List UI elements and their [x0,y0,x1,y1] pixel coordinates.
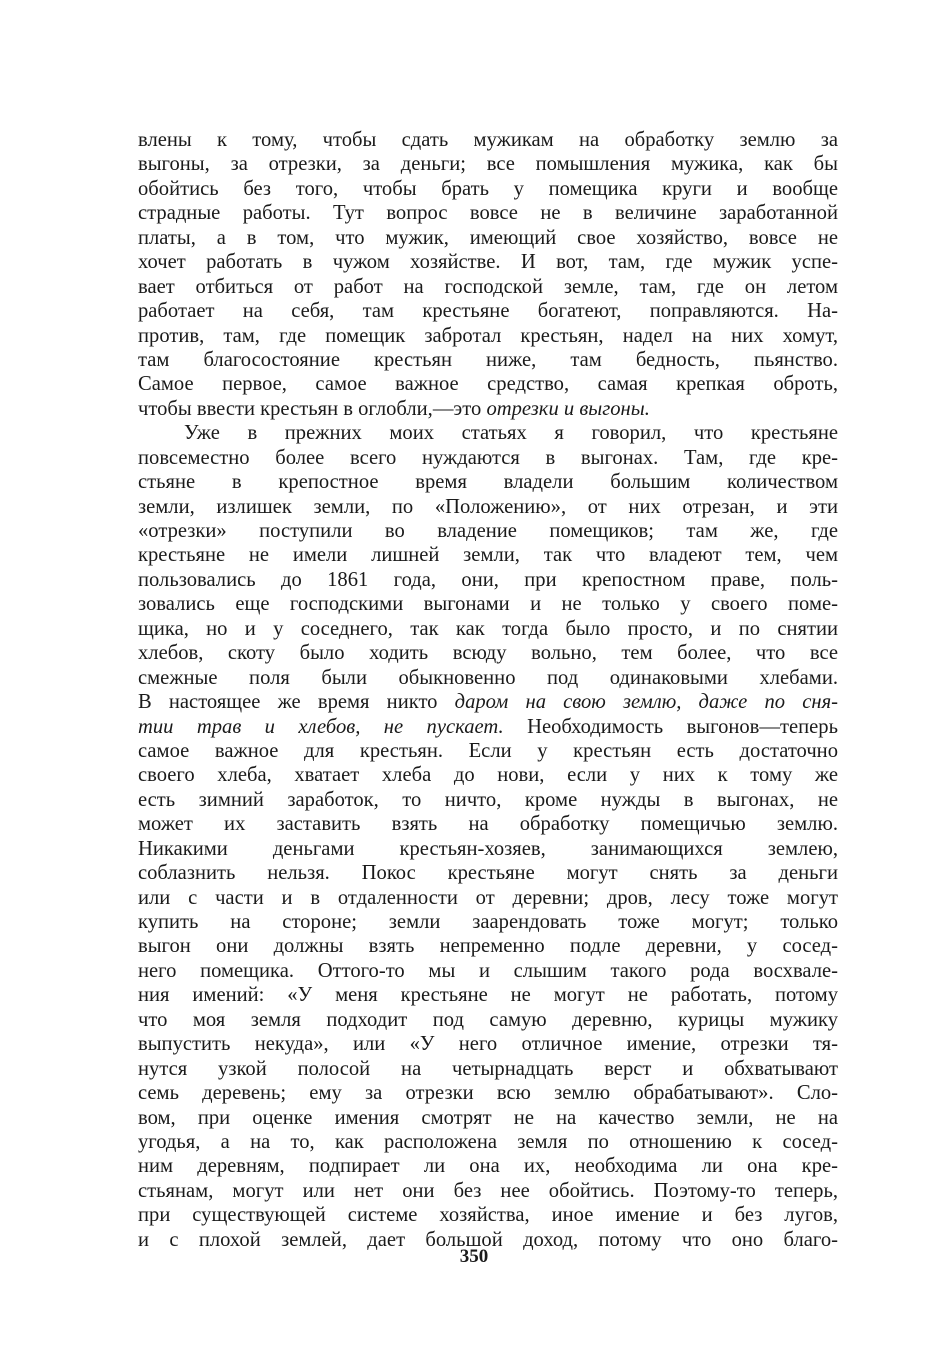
text-run: пользовались до 1861 года, они, при крепостном праве, поль- [138,568,838,591]
text-line [138,1130,838,1154]
text-line [138,837,838,861]
text-line [138,739,838,763]
text-line [138,446,838,470]
text-run: вом, при оценке имения смотрят не на качество земли, не на [138,1106,838,1129]
text-line [138,983,838,1007]
text-run: своего хлеба, хватает хлеба до нови, если у них к тому же [138,764,838,787]
text-run: щика, но и у соседнего, так как тогда было просто, и по снятии [138,617,838,640]
body-text [138,128,838,1252]
paragraph [138,128,838,421]
text-line [138,886,838,910]
text-run: нутся узкой полосой на четырнадцать верст и обхватывают [138,1057,838,1080]
text-line [138,934,838,958]
text-run: купить на стороне; земли заарендовать тоже могут; только [138,911,838,933]
text-run: самое важное для крестьян. Если у крестьян есть достаточно [138,739,838,762]
text-run: или с части и в отдаленности от деревни; дров, лесу тоже могут [138,886,838,909]
text-line [138,959,838,983]
text-line [138,543,838,567]
text-run: ния имений: «У меня крестьяне не могут не работать, потому [138,984,838,1007]
text-line [138,641,838,665]
text-run: Никакими деньгами крестьян-хозяев, занимающихся землею, [138,837,838,860]
text-line [138,275,838,299]
text-line [138,177,838,201]
italic-text: тии трав и хлебов, не пускает. [138,715,504,738]
text-run: обойтись без того, чтобы брать у помещика круги и вообще [138,177,838,200]
text-line [138,470,838,494]
text-line [138,592,838,616]
text-run: зовались еще господскими выгонами и не только у своего поме- [138,593,838,616]
text-line [138,763,838,787]
text-line [138,152,838,176]
text-line [138,861,838,885]
text-run: «отрезки» поступили во владение помещиков; там же, где [138,520,838,542]
text-run: выпустить некуда», или «У него отличное имение, отрезки тя- [138,1033,838,1056]
text-run: работает на себя, там крестьяне богатеют, поправляются. На- [138,300,838,323]
text-line [138,1032,838,1056]
text-run: может их заставить взять на обработку помещичью землю. [138,813,838,836]
text-line [138,812,838,836]
text-run: и с плохой землей, дает большой доход, потому что оно благо- [138,1228,838,1251]
text-line [138,715,838,739]
text-line [138,910,838,934]
text-run: против, там, где помещик забротал крестьян, надел на них хомут, [138,324,838,347]
text-run: В настоящее же время никто [138,691,455,714]
text-line [138,1057,838,1081]
text-run: вает отбиться от работ на господской земле, там, где он летом [138,275,838,298]
text-line [138,226,838,250]
text-line [138,397,838,421]
text-run: Уже в прежних моих статьях я говорил, что крестьяне [184,422,838,445]
text-line [138,519,838,543]
text-line [138,201,838,225]
text-run: при существующей системе хозяйства, иное имение и без лугов, [138,1204,838,1227]
text-line [138,348,838,372]
text-run: хочет работать в чужом хозяйстве. И вот, там, где мужик успе- [138,251,838,274]
text-run: семь деревень; ему за отрезки всю землю обрабатывают». Сло- [138,1082,838,1105]
text-line [138,250,838,274]
text-run: выгон они должны взять непременно подле деревни, у сосед- [138,935,838,958]
text-run: хлебов, скоту было ходить всюду вольно, тем более, что все [138,642,838,665]
text-run: крестьяне не имели лишней земли, так что владеют тем, чем [138,544,838,567]
text-line [138,495,838,519]
text-run: выгоны, за отрезки, за деньги; все помышления мужика, как бы [138,153,838,176]
text-line [138,421,838,445]
text-line [138,372,838,396]
text-run: земли, излишек земли, по «Положению», от них отрезан, и эти [138,495,838,518]
paragraph [138,421,838,1252]
text-run: повсеместно более всего нуждаются в выгонах. Там, где кре- [138,446,838,469]
text-run: соблазнить нельзя. Покос крестьяне могут снять за деньги [138,862,838,885]
text-line [138,617,838,641]
text-line [138,128,838,152]
text-run: Самое первое, самое важное средство, самая крепкая оброть, [138,373,838,396]
text-line [138,568,838,592]
text-run: есть зимний заработок, то ничто, кроме нужды в выгонах, не [138,788,838,811]
text-line [138,1106,838,1130]
text-run: страдные работы. Тут вопрос вовсе не в величине заработанной [138,202,838,225]
text-run: стьянам, могут или нет они без нее обойтись. Поэтому-то теперь, [138,1179,838,1202]
text-line [138,324,838,348]
text-line [138,1154,838,1178]
text-run: там благосостояние крестьян ниже, там бедность, пьянство. [138,348,838,371]
text-run: угодья, а на то, как расположена земля по отношению к сосед- [138,1130,838,1153]
text-run: что моя земля подходит под самую деревню, курицы мужику [138,1008,838,1031]
text-run: платы, а в том, что мужик, имеющий свое хозяйство, вовсе не [138,226,838,249]
italic-text: даром на свою землю, даже по сня- [454,691,838,714]
text-line [138,666,838,690]
text-run: него помещика. Оттого-то мы и слышим такого рода восхвале- [138,959,838,982]
page-number: 350 [459,1246,489,1267]
text-run: стьяне в крепостное время владели большим количеством [138,471,838,494]
text-line [138,299,838,323]
text-run: ним деревням, подпирает ли она их, необходима ли она кре- [138,1155,838,1178]
text-run: чтобы ввести крестьян в оглобли,—это [138,397,487,420]
text-run: Необходимость выгонов—теперь [503,715,838,738]
text-line [138,1203,838,1227]
text-run: смежные поля были обыкновенно под одинаковыми хлебами. [138,666,838,689]
italic-text: отрезки и выгоны. [486,397,650,420]
text-line [138,1179,838,1203]
text-line [138,1081,838,1105]
text-line [138,1008,838,1032]
text-run: влены к тому, чтобы сдать мужикам на обработку землю за [138,129,838,151]
text-line [138,788,838,812]
text-line [138,690,838,714]
